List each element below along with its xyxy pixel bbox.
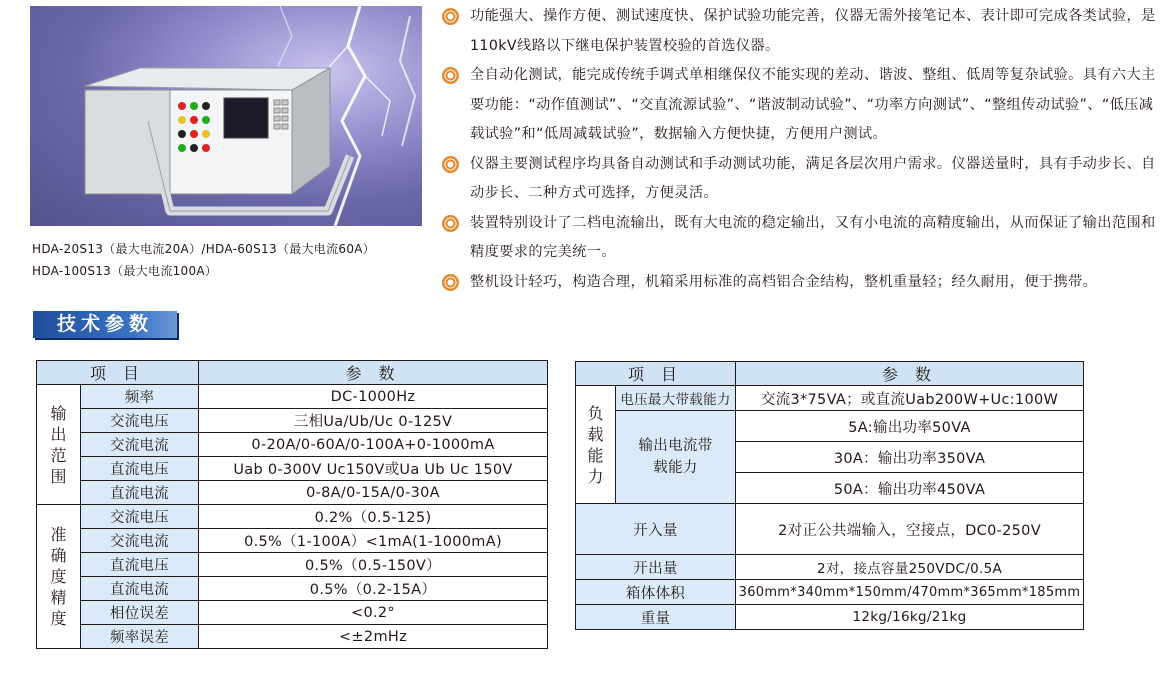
header-param: 参 数 [736,362,1084,386]
feature-item [436,2,1156,61]
feature-item [436,209,1156,268]
row-value: 2对正公共端输入，空接点，DC0-250V [736,504,1084,555]
row-value: 交流3*75VA；或直流Uab200W+Uc:100W [736,386,1084,411]
row-value: <±2mHz [199,625,548,649]
bullet-icon [442,8,459,25]
row-value: 30A：输出功率350VA [736,442,1084,473]
row-label: 频率 [81,385,199,409]
row-value: 50A：输出功率450VA [736,473,1084,504]
row-label: 输出电流带载能力 [616,411,736,504]
row-value: 0.5%（0.5-150V） [199,553,548,577]
row-label: 重量 [576,605,736,630]
feature-text: 装置特别设计了二档电流输出，既有大电流的稳定输出，又有小电流的高精度输出，从而保证了输出范围和精度要求的完美统一。 [470,214,1156,260]
header-item: 项 目 [37,361,199,385]
feature-item [436,268,1156,298]
group-output-range: 输出范围 [37,385,81,505]
row-label: 频率误差 [81,625,199,649]
row-value: Uab 0-300V Uc150V或Ua Ub Uc 150V [199,457,548,481]
row-label: 交流电压 [81,505,199,529]
row-label: 直流电流 [81,481,199,505]
header-item: 项 目 [576,362,736,386]
row-label: 交流电压 [81,409,199,433]
spec-table-output [36,360,548,649]
row-value: 0.5%（1-100A）<1mA(1-1000mA) [199,529,548,553]
row-label: 直流电流 [81,577,199,601]
row-value: <0.2° [199,601,548,625]
row-value: 2对，接点容量250VDC/0.5A [736,555,1084,580]
row-label: 相位误差 [81,601,199,625]
feature-text: 功能强大、操作方便、测试速度快、保护试验功能完善，仪器无需外接笔记本、表计即可完成各类试验，是110kV线路以下继电保护装置校验的首选仪器。 [470,8,1156,54]
row-value: DC-1000Hz [199,385,548,409]
row-label: 电压最大带载能力 [616,386,736,411]
row-value: 5A:输出功率50VA [736,411,1084,442]
row-label: 直流电压 [81,457,199,481]
model-caption-1: HDA-20S13（最大电流20A）/HDA-60S13（最大电流60A） [32,242,376,256]
row-label: 直流电压 [81,553,199,577]
bullet-icon [442,156,459,173]
feature-item [436,150,1156,209]
row-label: 开出量 [576,555,736,580]
feature-text: 整机设计轻巧，构造合理，机箱采用标准的高档铝合金结构，整机重量轻；经久耐用，便于携带。 [470,273,1098,290]
row-value: 12kg/16kg/21kg [736,605,1084,630]
bullet-icon [442,215,459,232]
bullet-icon [442,67,459,84]
feature-text: 全自动化测试，能完成传统手调式单相继保仪不能实现的差动、谐波、整组、低周等复杂试验。具有六大主要功能：“动作值测试”、“交直流源试验”、“谐波制动试验”、“功率方向测试”、“整组传动试验”、“低压减载试验”和“低周减载试验”，数据输入方便快捷，方便用户测试。 [470,67,1156,142]
row-value: 0-20A/0-60A/0-100A+0-1000mA [199,433,548,457]
row-label: 箱体体积 [576,580,736,605]
product-photo [30,6,422,226]
section-title: 技术参数 [33,311,177,338]
row-value: 三相Ua/Ub/Uc 0-125V [199,409,548,433]
row-value: 0.2%（0.5-125) [199,505,548,529]
row-value: 0-8A/0-15A/0-30A [199,481,548,505]
row-label: 开入量 [576,504,736,555]
row-value: 360mm*340mm*150mm/470mm*365mm*185mm [736,580,1084,605]
feature-item [436,61,1156,150]
group-accuracy: 准确度精度 [37,505,81,649]
row-label: 交流电流 [81,433,199,457]
row-label: 交流电流 [81,529,199,553]
header-param: 参 数 [199,361,548,385]
model-caption-2: HDA-100S13（最大电流100A） [32,264,218,278]
feature-list [436,2,1156,297]
group-load-capacity: 负载能力 [576,386,616,504]
bullet-icon [442,274,459,291]
spec-table-load [575,361,1084,630]
feature-text: 仪器主要测试程序均具备自动测试和手动测试功能，满足各层次用户需求。仪器送量时，具有手动步长、自动步长、二种方式可选择，方便灵活。 [470,155,1156,201]
row-value: 0.5%（0.2-15A） [199,577,548,601]
